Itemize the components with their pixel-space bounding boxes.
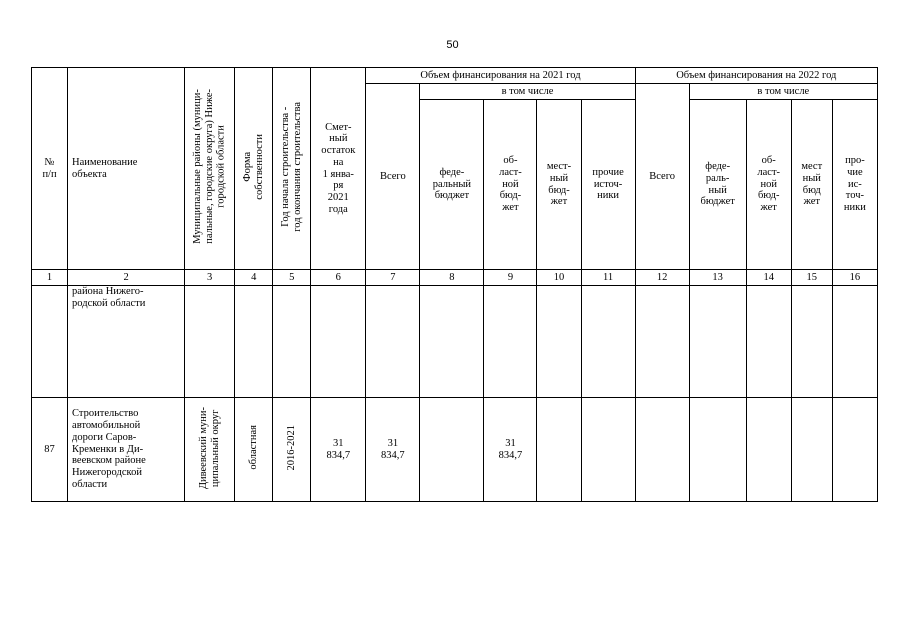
header-total-2021: Всего: [366, 84, 420, 270]
row-oth-2022: [832, 398, 877, 502]
column-number: 8: [420, 270, 484, 286]
header-district: [185, 68, 235, 270]
header-district-text: Муниципальные районы (муници- пальные, городские округа) Ниже- городской области: [192, 89, 227, 244]
row-object-name: района Нижего- родской области: [68, 286, 185, 398]
table-row: [32, 398, 878, 502]
header-no: № п/п: [32, 68, 68, 270]
column-number: 2: [68, 270, 185, 286]
header-years-text: Год начала строительства - год окончания строительства: [280, 101, 303, 232]
header-loc-2022: мест ный бюд жет: [791, 100, 832, 270]
header-group-2022: Объем финансирования на 2022 год: [635, 68, 877, 84]
row-loc-2022: [791, 398, 832, 502]
header-years: [273, 68, 311, 270]
row-loc-2021: [537, 398, 581, 502]
header-estimate: Смет- ный остаток на 1 янва- ря 2021 года: [311, 68, 366, 270]
row-no: [32, 286, 68, 398]
header-oth-2021: прочие источ- ники: [581, 100, 635, 270]
row-reg-2022: [746, 398, 791, 502]
column-number-row: [32, 270, 878, 286]
row-fed-2022: [689, 286, 746, 398]
page-number: 50: [446, 39, 459, 51]
row-loc-2021: [537, 286, 581, 398]
header-total-2022: Всего: [635, 84, 689, 270]
header-fed-2022: феде- раль- ный бюджет: [689, 100, 746, 270]
row-ownership: [235, 398, 273, 502]
header-reg-2022: об- ласт- ной бюд- жет: [746, 100, 791, 270]
row-no: 87: [32, 398, 68, 502]
row-fed-2021: [420, 286, 484, 398]
row-ownership-text: областная: [247, 425, 259, 470]
row-district: [185, 286, 235, 398]
column-number: 3: [185, 270, 235, 286]
row-reg-2021: 31 834,7: [484, 398, 537, 502]
row-estimate: [311, 286, 366, 398]
row-ownership: [235, 286, 273, 398]
column-number: 4: [235, 270, 273, 286]
row-years: [273, 286, 311, 398]
row-oth-2022: [832, 286, 877, 398]
table-row: [32, 286, 878, 398]
column-number: 9: [484, 270, 537, 286]
header-object-name: Наименование объекта: [68, 68, 185, 270]
row-total-2021: 31 834,7: [366, 398, 420, 502]
column-number: 13: [689, 270, 746, 286]
row-fed-2021: [420, 398, 484, 502]
row-reg-2022: [746, 286, 791, 398]
row-estimate: 31 834,7: [311, 398, 366, 502]
row-total-2022: [635, 398, 689, 502]
row-district: [185, 398, 235, 502]
column-number: 14: [746, 270, 791, 286]
header-ownership-text: Форма собственности: [241, 133, 265, 200]
row-district-text: Дивеевский муни- ципальный округ: [197, 406, 221, 489]
header-incl-2022: в том числе: [689, 84, 877, 100]
row-loc-2022: [791, 286, 832, 398]
row-reg-2021: [484, 286, 537, 398]
column-number: 7: [366, 270, 420, 286]
column-number: 10: [537, 270, 581, 286]
row-years: [273, 398, 311, 502]
row-total-2021: [366, 286, 420, 398]
column-number: 16: [832, 270, 877, 286]
row-total-2022: [635, 286, 689, 398]
header-ownership: [235, 68, 273, 270]
row-oth-2021: [581, 398, 635, 502]
header-row-1: [32, 68, 878, 84]
column-number: 15: [791, 270, 832, 286]
row-oth-2021: [581, 286, 635, 398]
header-group-2021: Объем финансирования на 2021 год: [366, 68, 635, 84]
column-number: 1: [32, 270, 68, 286]
row-object-name: Строительство автомобильной дороги Саров- Кременки в Ди- веевском районе Нижегородской области: [68, 398, 185, 502]
row-fed-2022: [689, 398, 746, 502]
header-oth-2022: про- чие ис- точ- ники: [832, 100, 877, 270]
row-years-text: 2016-2021: [285, 424, 297, 471]
header-loc-2021: мест- ный бюд- жет: [537, 100, 581, 270]
header-incl-2021: в том числе: [420, 84, 635, 100]
column-number: 12: [635, 270, 689, 286]
column-number: 11: [581, 270, 635, 286]
column-number: 5: [273, 270, 311, 286]
header-reg-2021: об- ласт- ной бюд- жет: [484, 100, 537, 270]
header-fed-2021: феде- ральный бюджет: [420, 100, 484, 270]
financing-table: [31, 67, 878, 502]
column-number: 6: [311, 270, 366, 286]
